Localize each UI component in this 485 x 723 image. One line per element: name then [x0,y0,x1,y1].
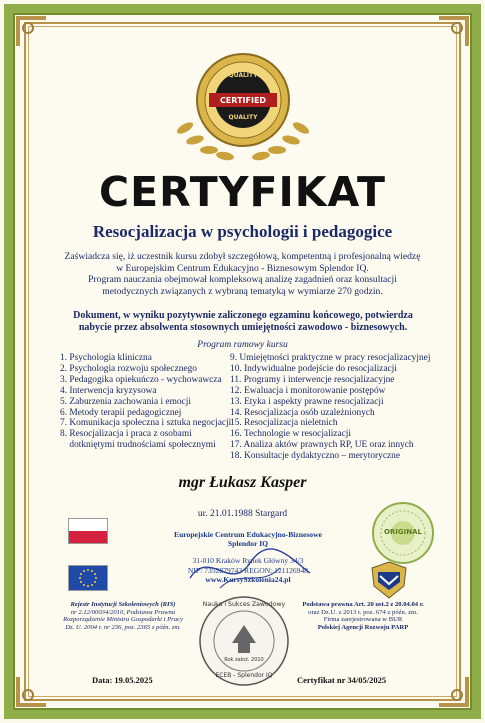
program-item: 14. Resocjalizacja osób uzależnionych [230,407,375,418]
corner-ornament-icon [14,675,48,709]
program-item: 18. Konsultacje dydaktyczno – merytoryczne [230,451,400,462]
original-label: ORIGINAL [383,528,423,536]
program-item: 2. Psychologia rozwoju społecznego [60,363,197,374]
program-item: 5. Zaburzenia zachowania i emocji [60,396,191,407]
program-item: 9. Umiejętności praktyczne w pracy resocjalizacyjnej [230,353,431,363]
confirmation-line: nabycie przez absolwenta stosownych umiejętności zawodowo - biznesowych. [78,321,408,333]
footer-right [288,601,438,631]
crest-icon [368,560,410,600]
stamp-line: www.KursySzkolenia24.pl [205,574,291,584]
program-item: 7. Komunikacja społeczna i sztuka negocjacji [60,418,232,429]
company-stamp [148,530,348,602]
program-column-1 [60,353,232,451]
confirmation-line: Dokument, w wyniku pozytywnie zaliczonego egzaminu końcowego, potwierdza [73,310,413,321]
footer-right-line: Firma zarejestrowana w BUR [323,616,403,624]
stamp-line: 31-010 Kraków Rynek Główny 34/3 [192,556,304,566]
seal-top-text: QUALITY [228,72,258,79]
stamp-line: NIP: 7352879743 REGON: 121126948 [187,565,309,575]
eu-flag-icon [68,565,108,591]
program-heading: Program ramowy kursu [197,340,288,350]
program-item: 3. Pedagogika opiekuńczo - wychowawcza [60,374,222,385]
footer-right-line: Polskiej Agencji Rozwoju PARP [317,623,409,631]
footer-left-line: Rozporządzenie Ministra Gospodarki i Pracy [63,616,183,624]
program-item: 17. Analiza aktów prawnych RP, UE oraz innych [230,440,414,451]
program-item: 13. Etyka i aspekty prawne resocjalizacji [230,396,384,407]
program-item: 12. Ewaluacja i monitorowanie postępów [230,385,386,396]
nauka-bottom-text: ECEB - Splendor IQ [215,672,273,679]
program-item: 6. Metody terapii pedagogicznej [60,407,182,418]
program-item: 4. Interwencja kryzysowa [60,385,157,396]
nauka-top-text: Nauka i Sukces Zawodowy [202,601,286,608]
program-column-2 [230,353,430,462]
corner-ornament-icon [437,675,471,709]
poland-flag-icon [68,518,108,544]
footer-right-line: oraz Dz.U. z 2013 r. poz. 674 z późn. zm. [308,608,418,616]
program-item: dotkniętymi trudnościami społecznymi [60,440,216,451]
issue-date: Data: 19.05.2025 [92,675,153,685]
footer-left-line: nr 2.12/00034/2010, Podstawa Prawna [70,608,176,616]
certificate-number: Certyfikat nr 34/05/2025 [297,675,387,685]
corner-ornament-icon [437,14,471,48]
course-subtitle: Resocjalizacja w psychologii i pedagogice [92,222,393,241]
footer-left-line: Dz. U. 2004 r. nr 236, poz. 2365 z późn. zm. [65,623,181,631]
recipient-name: mgr Łukasz Kasper [178,474,307,491]
intro-line: Program nauczania obejmował kompleksową analizę zagadnień oraz konsultacji [88,274,397,286]
footer-right-line: Podstawa prawna Art. 20 ust.2 z 20.04.04 r. [302,601,424,608]
seal-bottom-text: QUALITY [228,114,258,121]
program-item: 8. Resocjalizacja i praca z osobami [60,429,192,440]
stamp-line: Splendor IQ [227,539,269,549]
program-item: 11. Programy i interwencje resocjalizacyjne [230,374,395,385]
intro-text [52,251,433,297]
footer-left-line: Rejestr Instytucji Szkoleniowych (RIS) [70,601,176,608]
footer-left [48,601,198,631]
program-item: 10. Indywidualne podejście do resocjalizacji [230,363,397,374]
birth-info: ur. 21.01.1988 Stargard [197,509,288,519]
seal-middle-text: CERTIFIED [219,96,267,105]
program-item: 1. Psychologia kliniczna [60,353,152,363]
intro-line: w Europejskim Centrum Edukacyjno - Biznesowym Splendor IQ. [116,262,369,274]
program-item: 15. Resocjalizacja nieletnich [230,418,338,429]
intro-line: metodycznych związanych z wybraną tematyką w wymiarze 270 godzin. [102,285,383,297]
program-item: 16. Technologie w resocjalizacji [230,429,351,440]
corner-ornament-icon [14,14,48,48]
certificate-title: CERTYFIKAT [98,168,387,216]
stamp-line: Europejskie Centrum Edukacyjno-Biznesowe [174,530,322,539]
intro-line: Zaświadcza się, iż uczestnik kursu zdobył szczegółową, kompetentną i profesjonalną wiedzę [64,251,421,262]
confirmation-text [48,310,438,333]
nauka-year-text: Rok założ. 2010 [224,657,264,663]
